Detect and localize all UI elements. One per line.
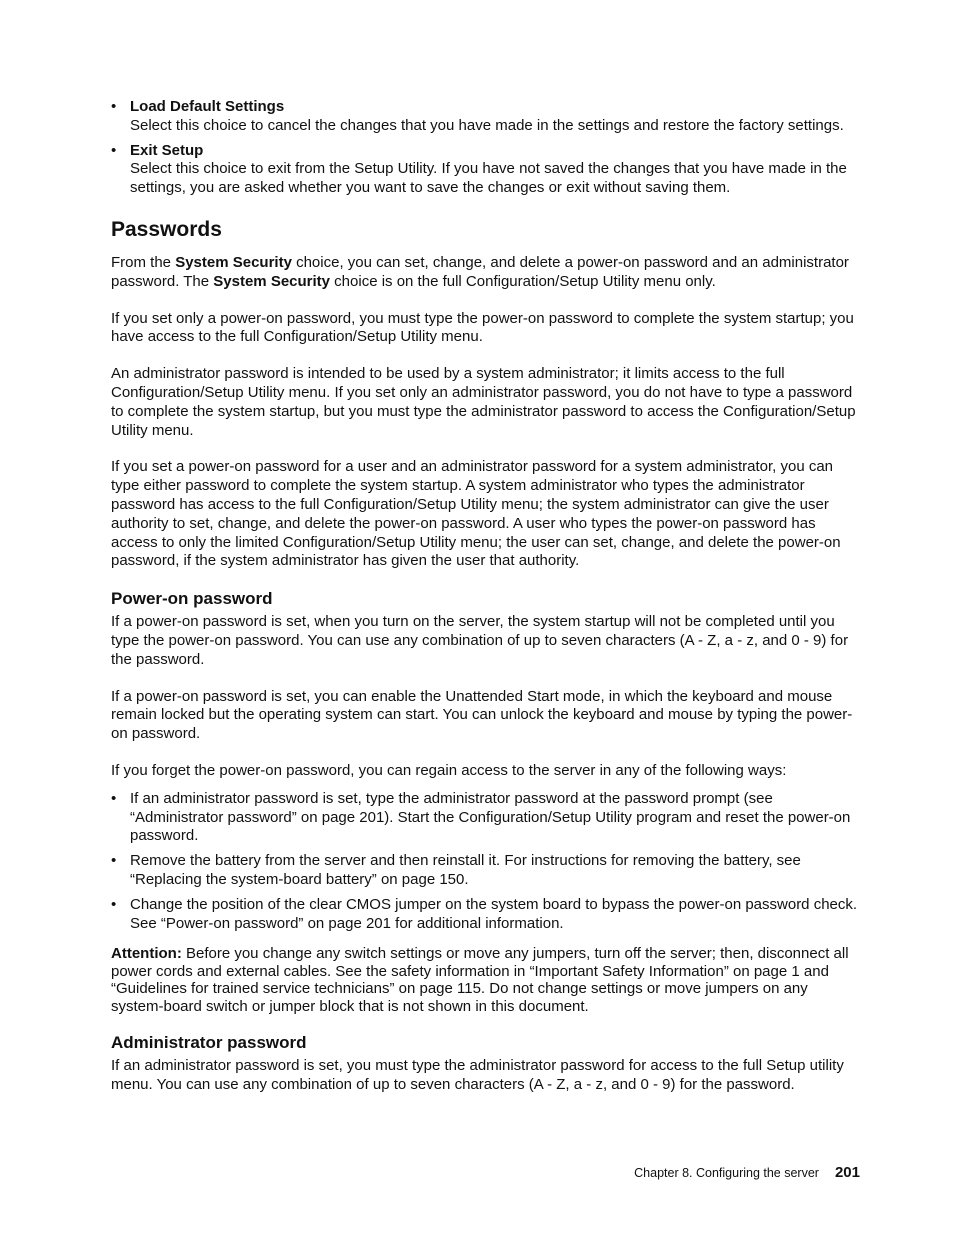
list-item-title: • Exit Setup xyxy=(130,141,204,159)
list-item-body: Select this choice to exit from the Setup Utility. If you have not saved the changes that you have made in the settings, you are asked whether you want to save the changes or exit without saving them. xyxy=(130,160,847,197)
list-item-load-default-settings xyxy=(111,98,863,136)
page-content xyxy=(111,98,863,1095)
page-footer xyxy=(634,1164,860,1181)
administrator-paragraph-1: If an administrator password is set, you must type the administrator password for access to the full Setup utility menu. You can use any combination of up to seven characters (A - Z, a - z, and 0 - 9) for the password. xyxy=(111,1057,844,1094)
list-item: • If an administrator password is set, type the administrator password at the password prompt (see “Administrator password” on page 201). Start the Configuration/Setup Utility program and reset the power-on password. xyxy=(111,790,863,846)
power-on-paragraph-1: If a power-on password is set, when you turn on the server, the system startup will not be completed until you type the power-on password. You can use any combination of up to seven characters (A - Z, a - z, and 0 - 9) for the password. xyxy=(111,613,849,668)
attention-text: Before you change any switch settings or move any jumpers, turn off the server; then, disconnect all power cords and external cables. See the safety information in “Important Safety Information” on page 1 and “Guidelines for trained service technicians” on page 115. Do not change settings or move jumpers on any system-board switch or jumper block that is not shown in this document. xyxy=(111,945,849,1015)
chapter-title: Chapter 8. Configuring the server xyxy=(634,1166,819,1180)
text-run: From the xyxy=(111,253,176,271)
setup-choices-list xyxy=(111,98,863,198)
list-item-exit-setup xyxy=(111,142,863,198)
passwords-paragraph-3: An administrator password is intended to be used by a system administrator; it limits access to the full Configuration/Setup Utility menu. If you set only an administrator password, you do not have to type a password to complete the system startup, but you must type the administrator password to access the Configuration/Setup Utility menu. xyxy=(111,365,856,439)
attention-notice xyxy=(111,945,863,1015)
attention-label: Attention: xyxy=(111,945,182,963)
system-security-term: System Security xyxy=(175,253,292,271)
power-on-password-heading: Power-on password xyxy=(111,589,273,609)
page-number: 201 xyxy=(834,1164,860,1181)
list-item: • Change the position of the clear CMOS jumper on the system board to bypass the power-on password check. See “Power-on password” on page 201 for additional information. xyxy=(111,896,863,934)
passwords-paragraph-2: If you set only a power-on password, you must type the power-on password to complete the system startup; you have access to the full Configuration/Setup Utility menu. xyxy=(111,309,854,346)
administrator-password-heading: Administrator password xyxy=(111,1033,307,1053)
passwords-heading: Passwords xyxy=(111,217,222,241)
text-run: choice, you can set, change, and delete a power-on password and an administrator password. The xyxy=(111,253,849,290)
power-on-paragraph-3: If you forget the power-on password, you can regain access to the server in any of the following ways: xyxy=(111,761,787,779)
power-on-paragraph-2: If a power-on password is set, you can enable the Unattended Start mode, in which the keyboard and mouse remain locked but the operating system can start. You can unlock the keyboard and mouse by typing the power-on password. xyxy=(111,687,853,743)
passwords-paragraph-1 xyxy=(111,254,863,292)
list-item-title: • Load Default Settings xyxy=(130,98,285,115)
list-item: • Remove the battery from the server and then reinstall it. For instructions for removing the battery, see “Replacing the system-board battery” on page 150. xyxy=(111,852,863,890)
text-run: choice is on the full Configuration/Setup Utility menu only. xyxy=(330,272,716,290)
system-security-term: System Security xyxy=(213,272,331,290)
passwords-paragraph-4: If you set a power-on password for a user and an administrator password for a system administrator, you can type either password to complete the system startup. A system administrator who types the administrator password has access to the full Configuration/Setup Utility menu; the system administrator can give the user authority to set, change, and delete the power-on password. A user who types the power-on password has access to only the limited Configuration/Setup Utility menu; the user can set, change, and delete the power-on password, if the system administrator has given the user that authority. xyxy=(111,458,841,570)
regain-access-list xyxy=(111,790,863,934)
list-item-body: Select this choice to cancel the changes that you have made in the settings and restore the factory settings. xyxy=(130,116,844,134)
